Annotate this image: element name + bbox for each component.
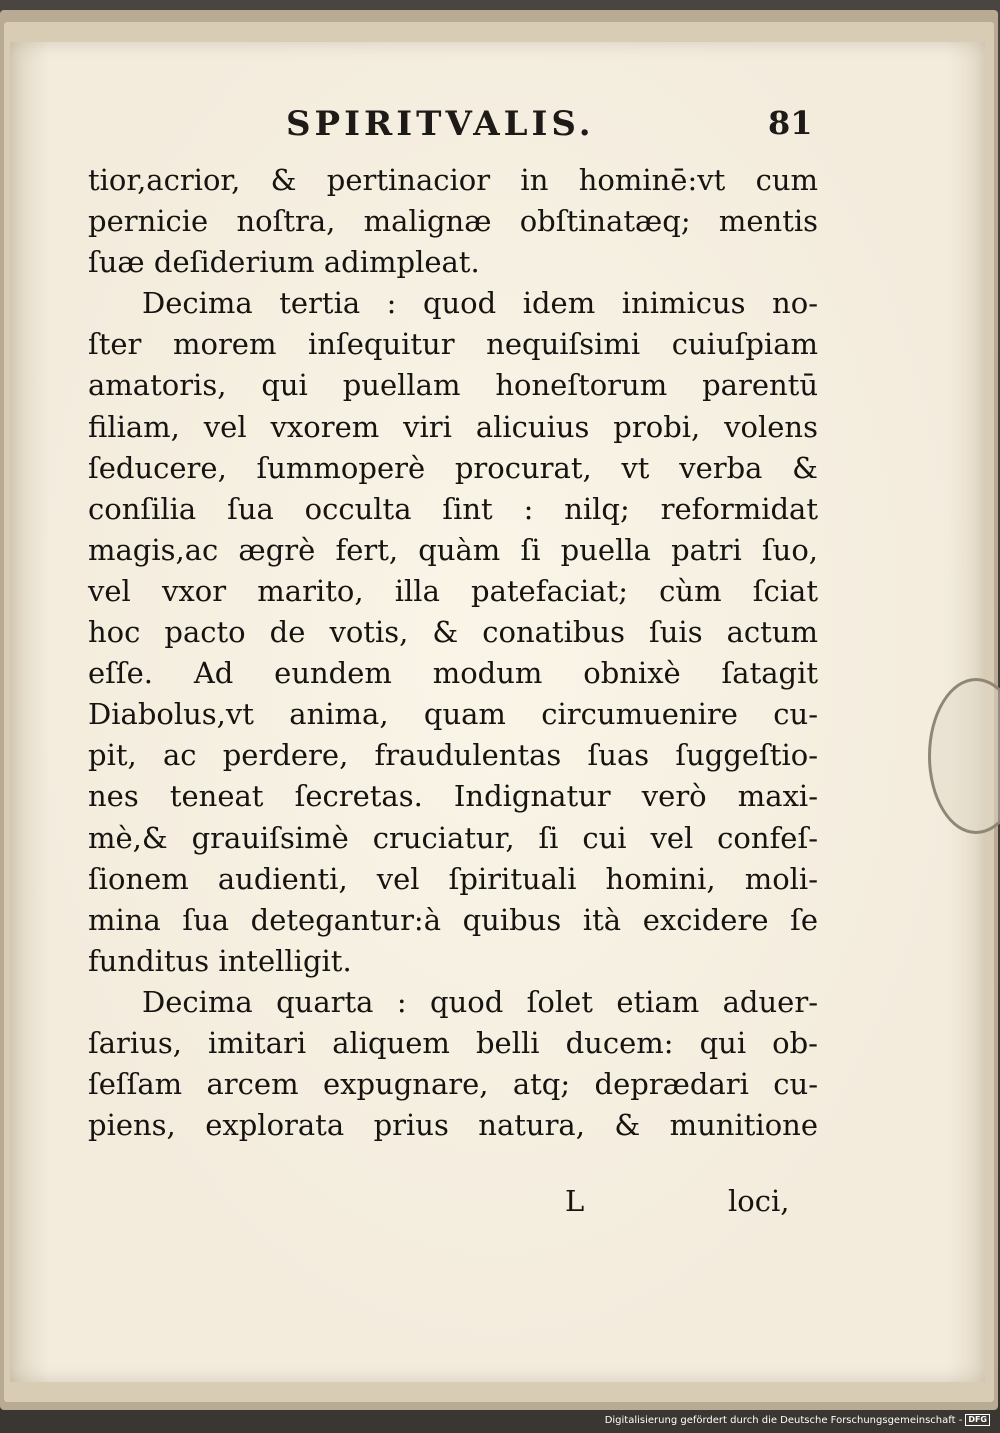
text-line: Decima quarta : quod ſolet etiam aduer- (142, 984, 818, 1019)
text-line: amatoris, qui puellam honeſtorum parentū (88, 368, 818, 403)
text-line: tior,acrior, & pertinacior in hominē:vt cum (88, 163, 818, 197)
text-line: hoc pacto de votis, & conatibus ſuis actum (88, 615, 818, 650)
text-line: funditus intelligit. (88, 943, 352, 978)
text-line: ſeducere, ſummoperè procurat, vt verba & (88, 450, 818, 485)
body-text (88, 160, 818, 1146)
text-line: piens, explorata prius natura, & munitione (88, 1108, 818, 1143)
text-line: ſuæ deſiderium adimpleat. (88, 245, 480, 280)
text-line: vel vxor marito, illa patefaciat; cùm ſciat (88, 573, 818, 608)
text-line: ſeſſam arcem expugnare, atq; deprædari cu- (88, 1067, 818, 1102)
text-line: ſionem audienti, vel ſpirituali homini, moli- (88, 861, 818, 896)
text-line: Decima tertia : quod idem inimicus no- (142, 286, 818, 321)
catchword: loci, (728, 1184, 790, 1218)
running-head-title: SPIRITVALIS. (286, 104, 595, 144)
signature-mark: L (565, 1184, 585, 1218)
page-number: 81 (768, 104, 813, 142)
text-line: conſilia ſua occulta ſint : nilq; reformidat (88, 491, 818, 526)
running-head (0, 104, 1000, 144)
text-line: nes teneat ſecretas. Indignatur verò maxi- (88, 779, 818, 814)
text-line: filiam, vel vxorem viri alicuius probi, volens (88, 409, 818, 444)
digitization-credit (603, 1413, 992, 1427)
text-line: Diabolus,vt anima, quam circumuenire cu- (88, 697, 818, 732)
text-line: ſarius, imitari aliquem belli ducem: qui ob- (88, 1025, 818, 1060)
text-line: magis,ac ægrè fert, quàm ſi puella patri ſuo, (88, 532, 818, 567)
text-line: mè,& grauiſsimè cruciatur, ſi cui vel confeſ- (88, 820, 818, 855)
text-line: pit, ac perdere, fraudulentas ſuas ſuggeſtio- (88, 738, 818, 773)
credit-text: Digitalisierung gefördert durch die Deutsche Forschungsgemeinschaft - (604, 1415, 963, 1426)
text-line: mina ſua detegantur:à quibus ità excidere ſe (88, 902, 818, 937)
text-line: pernicie noſtra, malignæ obſtinatæq; mentis (88, 204, 818, 239)
text-line: eſſe. Ad eundem modum obnixè ſatagit (88, 656, 818, 691)
dfg-logo: DFG (965, 1414, 990, 1426)
text-line: ſter morem inſequitur nequiſsimi cuiuſpiam (88, 327, 818, 362)
